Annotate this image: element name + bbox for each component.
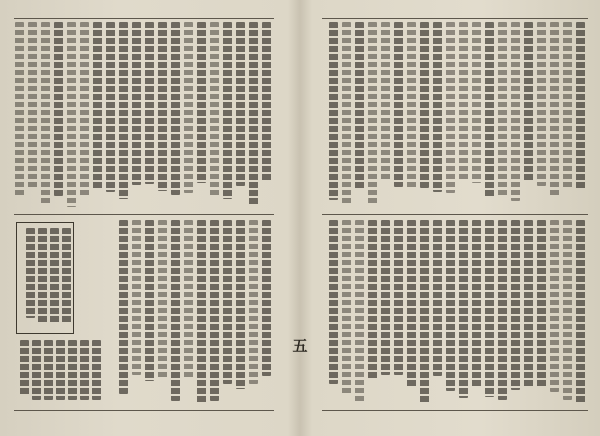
- colophon-column-placeholder: [44, 340, 53, 400]
- left-middle-rule: [14, 214, 274, 215]
- text-column-placeholder: [537, 22, 546, 186]
- right-page: [300, 0, 600, 436]
- text-column-placeholder: [524, 22, 533, 182]
- text-column-placeholder: [41, 22, 50, 206]
- text-column-placeholder: [550, 220, 559, 392]
- colophon-column-placeholder: [32, 340, 41, 400]
- colophon-column-placeholder: [80, 340, 89, 400]
- text-column-placeholder: [355, 22, 364, 190]
- text-column-placeholder: [158, 220, 167, 379]
- text-column-placeholder: [184, 22, 193, 193]
- text-column-placeholder: [563, 220, 572, 400]
- text-column-placeholder: [106, 22, 115, 192]
- text-column-placeholder: [407, 220, 416, 388]
- colophon-column-placeholder: [56, 340, 65, 400]
- colophon-column-placeholder: [26, 228, 35, 318]
- text-column-placeholder: [433, 220, 442, 376]
- text-column-placeholder: [223, 22, 232, 199]
- text-column-placeholder: [329, 220, 338, 384]
- colophon-column-placeholder: [68, 340, 77, 400]
- colophon-column-placeholder: [50, 228, 59, 324]
- text-column-placeholder: [394, 220, 403, 375]
- text-column-placeholder: [355, 220, 364, 404]
- text-column-placeholder: [472, 22, 481, 183]
- text-column-placeholder: [329, 22, 338, 200]
- text-column-placeholder: [459, 220, 468, 398]
- text-column-placeholder: [511, 220, 520, 390]
- text-column-placeholder: [524, 220, 533, 387]
- text-column-placeholder: [394, 22, 403, 187]
- text-column-placeholder: [93, 22, 102, 189]
- text-column-placeholder: [119, 22, 128, 199]
- text-column-placeholder: [15, 22, 24, 197]
- text-column-placeholder: [381, 22, 390, 180]
- text-column-placeholder: [171, 22, 180, 195]
- right-bottom-rule: [322, 410, 588, 411]
- text-column-placeholder: [446, 22, 455, 193]
- text-column-placeholder: [171, 220, 180, 401]
- text-column-placeholder: [145, 220, 154, 381]
- text-column-placeholder: [262, 220, 271, 376]
- page-number: 五: [292, 337, 308, 355]
- text-column-placeholder: [537, 220, 546, 388]
- text-column-placeholder: [262, 22, 271, 181]
- left-lower-text-block: [110, 220, 274, 406]
- left-top-rule: [14, 18, 274, 19]
- text-column-placeholder: [563, 22, 572, 188]
- text-column-placeholder: [342, 220, 351, 394]
- text-column-placeholder: [119, 220, 128, 394]
- text-column-placeholder: [145, 22, 154, 184]
- text-column-placeholder: [433, 22, 442, 192]
- text-column-placeholder: [184, 220, 193, 379]
- text-column-placeholder: [197, 220, 206, 404]
- text-column-placeholder: [197, 22, 206, 183]
- text-column-placeholder: [236, 220, 245, 389]
- left-upper-text-block: [14, 22, 274, 210]
- text-column-placeholder: [223, 220, 232, 384]
- text-column-placeholder: [420, 22, 429, 188]
- left-bottom-rule: [14, 410, 274, 411]
- text-column-placeholder: [407, 22, 416, 188]
- text-column-placeholder: [498, 220, 507, 400]
- text-column-placeholder: [158, 22, 167, 191]
- right-top-rule: [322, 18, 588, 19]
- text-column-placeholder: [249, 220, 258, 384]
- right-middle-rule: [322, 214, 588, 215]
- text-column-placeholder: [236, 22, 245, 186]
- colophon-column-placeholder: [20, 340, 29, 396]
- right-lower-text-block: [322, 220, 588, 406]
- text-column-placeholder: [550, 22, 559, 196]
- colophon-column-placeholder: [38, 228, 47, 324]
- text-column-placeholder: [54, 22, 63, 196]
- text-column-placeholder: [80, 22, 89, 197]
- text-column-placeholder: [459, 22, 468, 181]
- text-column-placeholder: [446, 220, 455, 391]
- text-column-placeholder: [576, 22, 585, 189]
- text-column-placeholder: [381, 220, 390, 375]
- text-column-placeholder: [342, 22, 351, 205]
- right-upper-text-block: [322, 22, 588, 210]
- text-column-placeholder: [28, 22, 37, 189]
- text-column-placeholder: [368, 220, 377, 379]
- text-column-placeholder: [368, 22, 377, 204]
- text-column-placeholder: [498, 22, 507, 197]
- text-column-placeholder: [132, 22, 141, 185]
- text-column-placeholder: [67, 22, 76, 207]
- text-column-placeholder: [485, 220, 494, 397]
- text-column-placeholder: [249, 22, 258, 205]
- colophon-column-placeholder: [92, 340, 101, 400]
- text-column-placeholder: [210, 22, 219, 198]
- text-column-placeholder: [472, 220, 481, 388]
- text-column-placeholder: [485, 22, 494, 197]
- colophon-block: [14, 220, 106, 406]
- text-column-placeholder: [132, 220, 141, 375]
- text-column-placeholder: [420, 220, 429, 403]
- text-column-placeholder: [210, 220, 219, 401]
- text-column-placeholder: [511, 22, 520, 201]
- text-column-placeholder: [576, 220, 585, 404]
- colophon-column-placeholder: [62, 228, 71, 324]
